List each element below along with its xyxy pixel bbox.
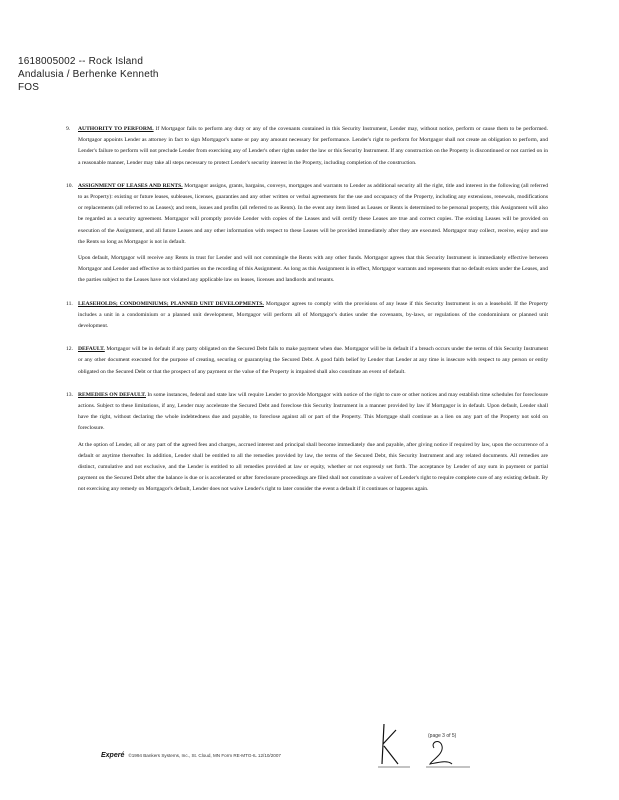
- section-heading: LEASEHOLDS; CONDOMINIUMS; PLANNED UNIT DEVELOPMENTS.: [78, 300, 264, 307]
- section-number: 10.: [66, 182, 73, 189]
- section-13: [66, 390, 548, 496]
- section-number: 12.: [66, 346, 73, 353]
- section-text: Mortgagor will be in default if any party obligated on the Secured Debt fails to make payment when due. Mortgagor will be in default if a breach occurs under the terms of this Security Instrument or any other document executed for the purpose of creating, securing or guarantying the Secured Debt. A good faith belief by Lender that Lender at any time is insecure with respect to any person or entity obligated on the Secured Debt or that the prospect of any payment or the value of the Property is impaired shall also constitute an event of default.: [78, 346, 548, 375]
- section-11: [66, 299, 548, 333]
- section-text-continued: At the option of Lender, all or any part of the agreed fees and charges, accrued interest and principal shall become immediately due and payable, after giving notice if required by law, upon the occurrence of a default or anytime thereafter. In addition, Lender shall be entitled to all the remedies provided by law, the terms of the Secured Debt, this Security Instrument and any related documents. All remedies are distinct, cumulative and not exclusive, and the Lender is entitled to all remedies provided at law or equity, whether or not expressly set forth. The acceptance by Lender of any sum in payment or partial payment on the Secured Debt after the balance is due or is accelerated or after foreclosure proceedings are filed shall not constitute a waiver of Lender's right to require complete cure of any existing default. By not exercising any remedy on Mortgagor's default, Lender does not waive Lender's right to later consider the event a default if it continues or happens again.: [78, 441, 548, 493]
- section-text: Mortgagor assigns, grants, bargains, conveys, mortgages and warrants to Lender as additional security all the right, title and interest in the following (all referred to as Property): existing or future leases, subleases, licenses, guaranties and any other written or verbal agreements for the use and occupancy of the Property, including any extensions, renewals, modifications or replacements (all referred to as Leases); and rents, issues and profits (all referred to as Rents). In the event any item listed as Leases or Rents is determined to be personal property, this Assignment will also be regarded as a security agreement. Mortgagor will promptly provide Lender with copies of the Leases and will certify these Leases are true and correct copies. The existing Leases will be provided on execution of the Assignment, and all future Leases and any other information with respect to these Leases will be provided immediately after they are executed. Mortgagor may collect, receive, enjoy and use the Rents so long as Mortgagor is not in default.: [78, 182, 548, 245]
- section-number: 13.: [66, 391, 73, 398]
- section-text: Mortgagor agrees to comply with the provisions of any lease if this Security Instrument is on a leasehold. If the Property includes a unit in a condominium or a planned unit development, Mortgagor will perform all of Mortgagor's duties under the covenants, by-laws, or regulations of the condominium or planned unit development.: [78, 300, 548, 330]
- section-text-continued: Upon default, Mortgagor will receive any Rents in trust for Lender and will not commingle the Rents with any other funds. Mortgagor agrees that this Security Instrument is immediately effective between Mortgagor and Lender and effective as to third parties on the recording of this Assignment. As long as this Assignment is in effect, Mortgagor warrants and represents that no default exists under the Leases, and the parties subject to the Leases have not violated any applicable law on leases, licenses and landlords and tenants.: [78, 255, 548, 284]
- section-12: [66, 344, 548, 378]
- handwritten-initials: [370, 720, 480, 770]
- document-header: [18, 55, 159, 94]
- section-9: [66, 124, 548, 169]
- section-heading: ASSIGNMENT OF LEASES AND RENTS.: [78, 182, 183, 189]
- doc-code-line: FOS: [18, 82, 40, 93]
- footer-copyright: ©1994 Bankers Systems, Inc., St. Cloud, MN Form RE-MTG-IL 12/10/2007: [128, 753, 281, 758]
- section-text: If Mortgagor fails to perform any duty or any of the covenants contained in this Security Instrument, Lender may, without notice, perform or cause them to be performed. Mortgagor appoints Lender as attorney in fact to sign Mortgagor's name or pay any amount necessary for performance. Lender's right to perform for Mortgagor shall not create an obligation to perform, and Lender's failure to perform will not preclude Lender from exercising any of Lender's other rights under the law or this Security Instrument. If any construction on the Property is discontinued or not carried on in a reasonable manner, Lender may take all steps necessary to protect Lender's security interest in the Property, including completion of the construction.: [78, 126, 548, 166]
- borrower-line: Andalusia / Berhenke Kenneth: [18, 69, 159, 80]
- document-body: [66, 124, 548, 508]
- section-number: 11.: [66, 300, 73, 307]
- section-heading: REMEDIES ON DEFAULT.: [78, 391, 146, 398]
- form-footer: [101, 752, 281, 759]
- page-number: (page 3 of 5): [428, 733, 457, 739]
- section-10: [66, 181, 548, 287]
- section-number: 9.: [66, 126, 71, 132]
- section-text: In some instances, federal and state law will require Lender to provide Mortgagor with notice of the right to cure or other notices and may establish time schedules for foreclosure actions. Subject to these limitations, if any, Lender may accelerate the Secured Debt and foreclose this Security Instrument in a manner provided by law if Mortgagor is in default. Upon default, Lender shall have the right, without declaring the whole indebtedness due and payable, to foreclose against all or part of the Property. This Mortgage shall continue as a lien on any part of the Property not sold on foreclosure.: [78, 391, 549, 432]
- section-heading: AUTHORITY TO PERFORM.: [78, 126, 154, 132]
- section-heading: DEFAULT.: [78, 346, 105, 353]
- experé-logo: Experé: [101, 752, 125, 759]
- loan-number-line: 1618005002 -- Rock Island: [18, 56, 144, 67]
